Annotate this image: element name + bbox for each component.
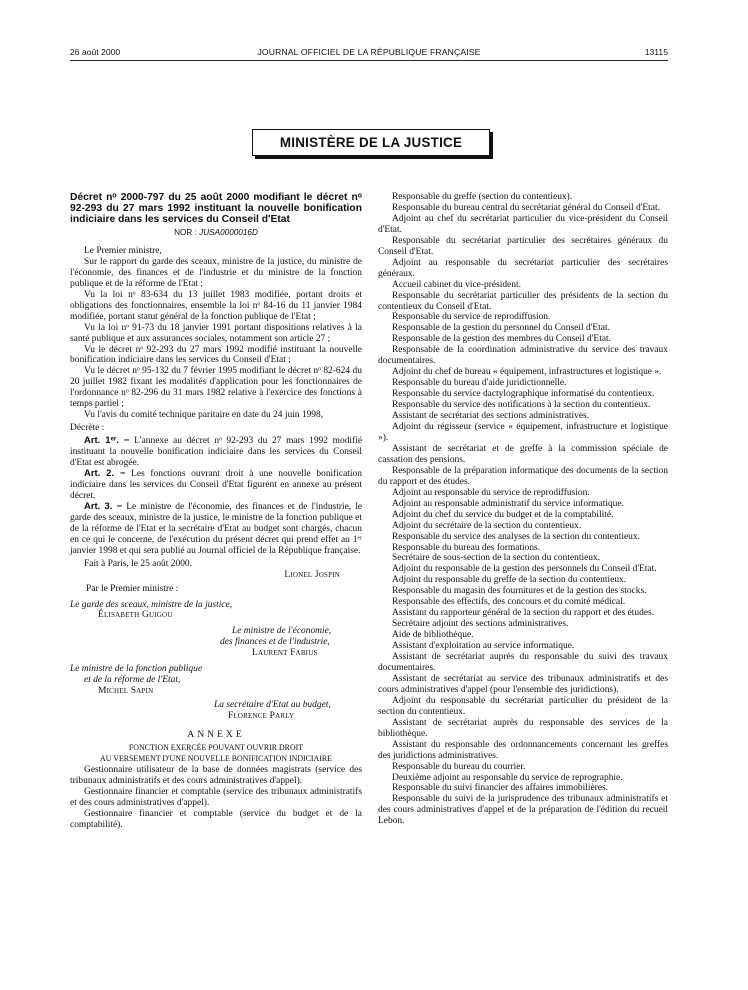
list-item: Responsable du secrétariat particulier des présidents de la section du contentieux du Conseil d'Etat. (378, 290, 668, 312)
list-item: Assistant d'exploitation au service informatique. (392, 641, 575, 652)
ministry-box (252, 129, 490, 156)
annexe-title: ANNEXE (187, 729, 245, 741)
list-item: Responsable du bureau du courrier. (392, 761, 526, 772)
article-text: Les fonctions ouvrant droit à une nouvelle bonification indiciaire dans les services du Conseil d'Etat figurent en annexe au présent décret. (70, 469, 362, 501)
list-item: Responsable des effectifs, des concours et du comité médical. (392, 597, 626, 608)
visa: Vu la loi nᵒ 83-634 du 13 juillet 1983 modifiée, portant droits et obligations des fonctionnaires, ensemble la loi nᵒ 84-16 du 11 janvier 1984 modifiée, portant statut général de la fonction publique de l'Etat ; (70, 289, 362, 322)
list-item: Adjoint au responsable du secrétariat particulier des secrétaires généraux. (378, 257, 668, 279)
list-item: Responsable du suivi financier des affaires immobilières. (392, 783, 609, 794)
signature-garde: Élisabeth Guigou (98, 610, 173, 621)
annexe-list-left (70, 765, 362, 831)
article-3 (70, 502, 362, 557)
list-item: Responsable de la gestion des membres du Conseil d'Etat. (392, 334, 611, 345)
signature-budget: Florence Parly (228, 711, 295, 722)
list-item: Responsable du secrétariat particulier des secrétaires généraux du Conseil d'Etat. (378, 235, 668, 257)
fp-role-2: et de la réforme de l'Etat, (84, 675, 181, 686)
list-item: Responsable du bureau d'aide juridictionnelle. (392, 378, 567, 389)
garde-role: Le garde des sceaux, ministre de la justice, (70, 599, 233, 610)
signature-fp: Michel Sapin (98, 686, 154, 697)
list-item: Assistant de secrétariat auprès du responsable du suivi des travaux documentaires. (378, 652, 668, 673)
visa: Vu la loi nᵒ 91-73 du 18 janvier 1991 portant dispositions relatives à la santé publique et aux assurances sociales, notamment son article 27 ; (70, 322, 362, 344)
par-premier-ministre: Par le Premier ministre : (86, 583, 179, 594)
article-text: Le ministre de l'économie, des finances et de l'industrie, le garde des sceaux, ministre de la justice, le ministre de la fonction publique et de la réforme de l'Etat et la secrétaire d'Etat au budget sont chargés, chacun en ce qui le concerne, de l'exécution du présent décret qui prend effet au 1ᵉʳ janvier 1998 et qui sera publié au Journal officiel de la République française. (70, 501, 363, 556)
visa: Vu le décret nᵒ 92-293 du 27 mars 1992 modifié instituant la nouvelle bonification indiciaire dans les services du Conseil d'Etat ; (70, 344, 362, 366)
left-column (70, 192, 362, 831)
decree-title: Décret nᵒ 2000-797 du 25 août 2000 modifiant le décret nᵒ 92-293 du 27 mars 1992 instituant la nouvelle bonification indiciaire dans les services du Conseil d'Etat (70, 192, 362, 225)
list-item: Secrétaire de sous-section de la section du contentieux. (392, 553, 601, 564)
list-item: Aide de bibliothèque. (392, 630, 474, 641)
premier-ministre: Le Premier ministre, (84, 245, 162, 256)
list-item: Adjoint du régisseur (service « équipement, infrastructure et logistique »). (378, 422, 668, 443)
visa: Sur le rapport du garde des sceaux, ministre de la justice, du ministre de l'économie, des finances et de l'industrie et du ministre de la fonction publique et de la réforme de l'Etat ; (70, 256, 362, 289)
list-item: Assistant de secrétariat auprès du responsable des services de la bibliothèque. (378, 717, 668, 739)
list-item: Responsable du suivi de la jurisprudence des tribunaux administratifs et des cours administratives d'appel et de la préparation de l'édition du recueil Lebon. (378, 794, 668, 827)
list-item: Gestionnaire utilisateur de la base de données magistrats (service des tribunaux administratifs et des cours administratives d'appel). (70, 764, 362, 786)
list-item: Adjoint du responsable du secrétariat particulier du président de la section du contentieux. (378, 695, 668, 717)
visas-list (70, 257, 362, 421)
list-item: Responsable du magasin des fournitures et de la gestion des stocks. (392, 586, 647, 597)
list-item: Responsable du service de reprodiffusion. (392, 312, 551, 323)
list-item: Responsable du greffe (section du contentieux). (392, 192, 573, 202)
list-item: Responsable du bureau central du secrétariat général du Conseil d'Etat. (392, 202, 660, 213)
list-item: Responsable de la préparation informatique des documents de la section du rapport et des études. (378, 465, 668, 487)
visa: Vu l'avis du comité technique paritaire en date du 24 juin 1998, (84, 410, 324, 421)
list-item: Assistant de secrétariat et de greffe à la commission spéciale de cassation des pensions. (378, 443, 668, 465)
article-label: Art. 3. − (84, 500, 123, 512)
header-date: 26 août 2000 (70, 47, 121, 57)
nor-code: JUSA0000016D (199, 228, 258, 237)
article-label: Art. 2. − (84, 468, 126, 480)
page-number: 13115 (644, 47, 668, 57)
fait-a-paris: Fait à Paris, le 25 août 2000. (84, 558, 192, 569)
list-item: Responsable du bureau des formations. (392, 542, 541, 553)
article-2 (70, 469, 362, 502)
ministry-title: MINISTÈRE DE LA JUSTICE (279, 135, 463, 150)
header-rule (70, 60, 668, 61)
list-item: Responsable du service des notifications à la section du contentieux. (392, 400, 651, 411)
signature-eco: Laurent Fabius (252, 648, 318, 659)
list-item: Adjoint du responsable de la gestion des personnels du Conseil d'Etat. (392, 564, 657, 575)
annexe-heading-1: FONCTION EXERCÉE POUVANT OUVRIR DROIT (128, 742, 304, 752)
list-item: Adjoint du chef de bureau « équipement, infrastructures et logistique ». (392, 367, 662, 378)
list-item: Deuxième adjoint au responsable du service de reprographie. (392, 772, 623, 783)
fp-role-1: Le ministre de la fonction publique (70, 664, 203, 675)
list-item: Adjoint au responsable du service de reprodiffusion. (392, 487, 590, 498)
list-item: Adjoint au responsable administratif du service informatique. (392, 498, 624, 509)
list-item: Gestionnaire financier et comptable (service des tribunaux administratifs et des cours administratives d'appel). (70, 786, 362, 808)
signature-pm: Lionel Jospin (284, 569, 340, 580)
list-item: Adjoint du responsable du greffe de la section du contentieux. (392, 575, 627, 586)
right-column (378, 192, 668, 827)
article-text: L'annexe au décret nᵒ 92-293 du 27 mars 1992 modifié instituant la nouvelle bonification indiciaire dans les services du Conseil d'Etat est abrogée. (70, 436, 363, 469)
nor-line (70, 228, 362, 239)
list-item: Adjoint du secrétaire de la section du contentieux. (392, 520, 582, 531)
list-item: Assistant du rapporteur général de la section du rapport et des études. (392, 608, 655, 619)
list-item: Gestionnaire financier et comptable (service du budget et de la comptabilité). (70, 808, 362, 830)
decrete: Décrète : (70, 423, 105, 434)
list-item: Adjoint au chef du secrétariat particulier du vice-président du Conseil d'Etat. (378, 213, 668, 235)
eco-role-2: des finances et de l'industrie, (220, 637, 330, 648)
article-label: Art. 1ᵉʳ. − (84, 435, 130, 447)
eco-role-1: Le ministre de l'économie, (232, 626, 332, 637)
list-item: Assistant du responsable des ordonnancements concernant les greffes des juridictions administratives. (378, 739, 668, 761)
list-item: Assistant de secrétariat des sections administratives. (392, 411, 590, 422)
visa: Vu le décret nᵒ 95-132 du 7 février 1995 modifiant le décret nᵒ 82-624 du 20 juillet 1982 fixant les modalités d'application pour les fonctionnaires de l'ordonnance nᵒ 82-296 du 31 mars 1982 relative à l'exercice des fonctions à temps partiel ; (70, 366, 362, 410)
annexe-heading-2: AU VERSEMENT D'UNE NOUVELLE BONIFICATION INDICIAIRE (100, 753, 332, 763)
list-item: Adjoint du chef du service du budget et de la comptabilité. (392, 509, 614, 520)
list-item: Secrétaire adjoint des sections administratives. (392, 619, 569, 630)
list-item: Accueil cabinet du vice-président. (392, 279, 521, 290)
nor-label: NOR : (174, 228, 197, 237)
journal-title: JOURNAL OFFICIEL DE LA RÉPUBLIQUE FRANÇAISE (257, 47, 481, 57)
list-item: Responsable de la gestion du personnel du Conseil d'Etat. (392, 323, 610, 334)
annexe-list-right (378, 192, 668, 827)
list-item: Responsable du service dactylographique informatisé du contentieux. (392, 389, 655, 400)
list-item: Responsable du service des analyses de la section du contentieux. (392, 531, 640, 542)
list-item: Responsable de la coordination administrative du service des travaux documentaires. (378, 345, 668, 367)
list-item: Assistant de secrétariat au service des tribunaux administratifs et des cours administratives d'appel (pour l'ensemble des juridictions). (378, 673, 668, 695)
article-1 (70, 436, 362, 469)
budget-role: La secrétaire d'Etat au budget, (214, 700, 331, 711)
